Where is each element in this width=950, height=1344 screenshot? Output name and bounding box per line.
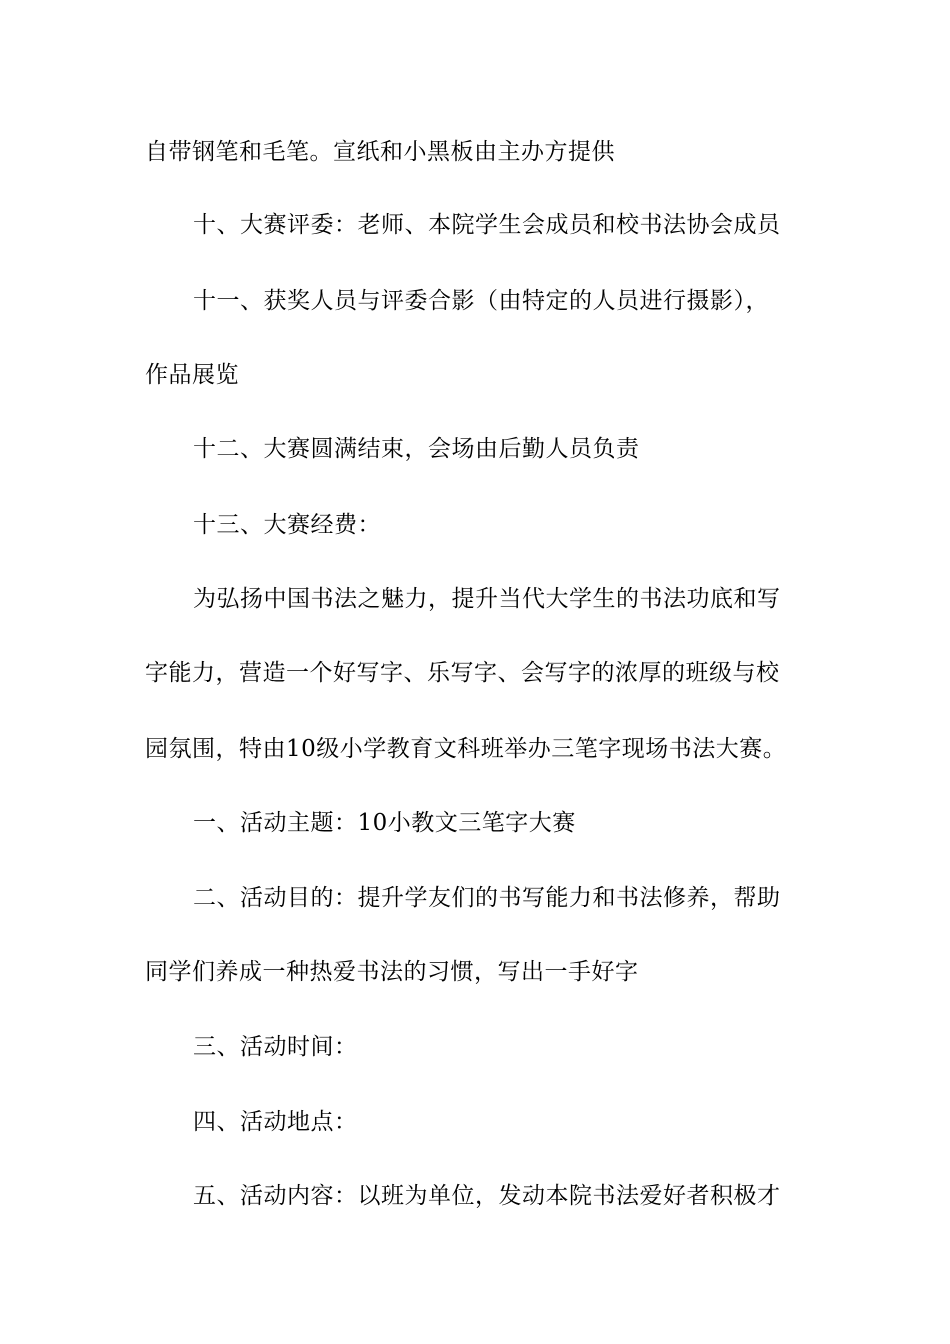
text-line-3: 十一、获奖人员与评委合影（由特定的人员进行摄影）， <box>193 288 769 314</box>
text-line-13: 三、活动时间： <box>193 1034 358 1060</box>
text-line-15: 五、活动内容：以班为单位，发动本院书法爱好者积极才 <box>193 1183 781 1209</box>
text-line-5: 十二、大赛圆满结束，会场由后勤人员负责 <box>193 436 640 462</box>
text-line-2: 十、大赛评委：老师、本院学生会成员和校书法协会成员 <box>193 212 781 238</box>
text-line-11: 二、活动目的：提升学友们的书写能力和书法修养，帮助 <box>193 885 781 911</box>
text-line-7: 为弘扬中国书法之魅力，提升当代大学生的书法功底和写 <box>193 586 781 612</box>
text-line-12: 同学们养成一种热爱书法的习惯，写出一手好字 <box>145 959 639 985</box>
text-line-1: 自带钢笔和毛笔。宣纸和小黑板由主办方提供 <box>145 139 615 165</box>
text-line-8: 字能力，营造一个好写字、乐写字、会写字的浓厚的班级与校 <box>145 660 780 686</box>
text-line-10: 一、活动主题：10小教文三笔字大赛 <box>193 810 576 836</box>
text-line-4: 作品展览 <box>145 362 239 388</box>
text-line-6: 十三、大赛经费： <box>193 512 381 538</box>
text-line-9: 园氛围，特由10级小学教育文科班举办三笔字现场书法大赛。 <box>145 736 787 762</box>
text-line-14: 四、活动地点： <box>193 1109 358 1135</box>
